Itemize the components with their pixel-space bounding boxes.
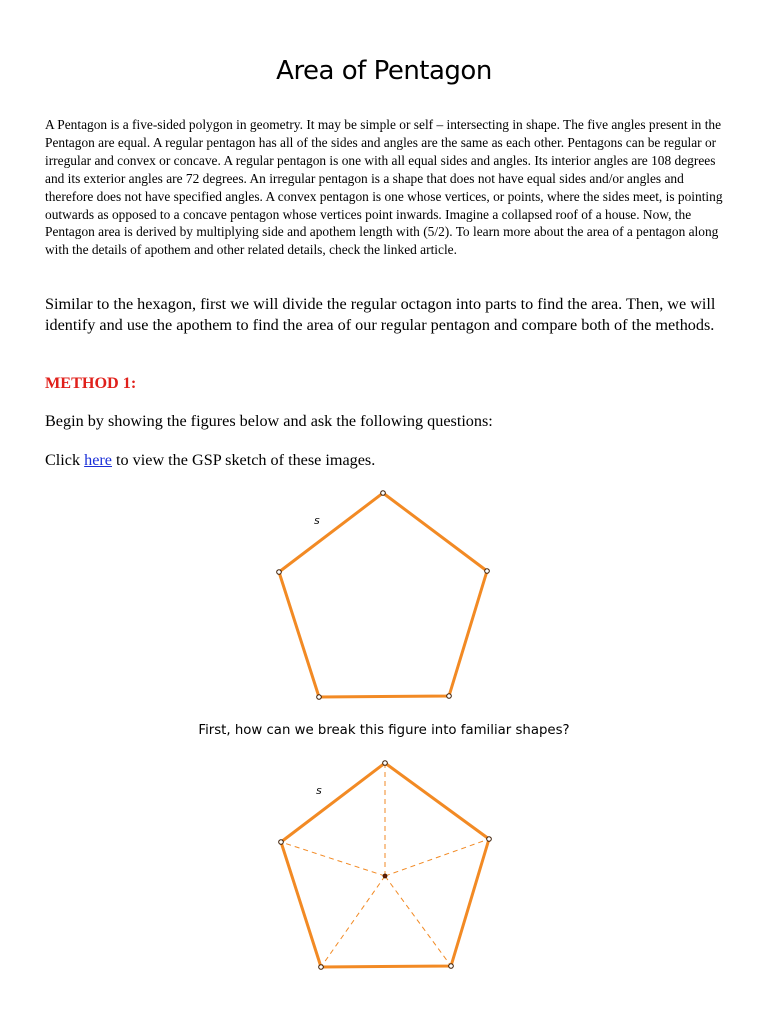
begin-paragraph: Begin by showing the figures below and ask the following questions: xyxy=(45,412,493,430)
vertex-bottom-left xyxy=(319,965,324,970)
click-paragraph xyxy=(45,450,735,471)
click-text-before: Click xyxy=(45,451,85,469)
radius-left xyxy=(281,842,385,876)
click-text-after: to view the GSP sketch of these images. xyxy=(111,451,376,469)
page-title: Area of Pentagon xyxy=(276,56,492,86)
pentagon-outline xyxy=(279,493,487,697)
method-heading: METHOD 1: xyxy=(45,374,137,392)
vertex-top xyxy=(381,491,386,496)
vertex-bottom-right xyxy=(449,964,454,969)
divided-pentagon-figure xyxy=(0,752,768,982)
side-label-s: s xyxy=(314,514,320,527)
radius-bottom-left xyxy=(321,876,385,967)
gsp-sketch-link[interactable]: here xyxy=(84,451,112,469)
vertex-bottom-left xyxy=(317,695,322,700)
center-point xyxy=(383,874,387,878)
vertex-right xyxy=(485,569,490,574)
intro-paragraph: A Pentagon is a five-sided polygon in geometry. It may be simple or self – intersecting in shape. The five angles present in the Pentagon are equal. A regular pentagon has all of the sides and angles are the same as each other. Pentagons can be regular or irregular and convex or concave. A regular pentagon is one with all equal sides and angles. Its interior angles are 108 degrees and its exterior angles are 72 degrees. An irregular pentagon is a shape that does not have equal sides and/or angles and therefore does not have specified angles. A convex pentagon is one whose vertices, or points, where the sides meet, is pointing outwards as opposed to a concave pentagon whose vertices point inwards. Imagine a collapsed roof of a house. Now, the Pentagon area is derived by multiplying side and apothem length with (5/2). To learn more about the area of a pentagon along with the details of apothem and other related details, check the linked article. xyxy=(45,117,723,258)
vertex-top xyxy=(383,761,388,766)
vertex-bottom-right xyxy=(447,694,452,699)
vertex-left xyxy=(279,840,284,845)
similar-paragraph: Similar to the hexagon, first we will divide the regular octagon into parts to find the area. Then, we will identify and use the apothem to find the area of our regular pentagon and compare both of the methods. xyxy=(45,295,716,334)
vertex-left xyxy=(277,570,282,575)
radius-bottom-right xyxy=(385,876,451,966)
side-label-s: s xyxy=(316,784,322,797)
vertex-right xyxy=(487,837,492,842)
pentagon-figure xyxy=(0,480,768,710)
radius-right xyxy=(385,839,489,876)
figure-caption: First, how can we break this figure into familiar shapes? xyxy=(198,723,570,738)
